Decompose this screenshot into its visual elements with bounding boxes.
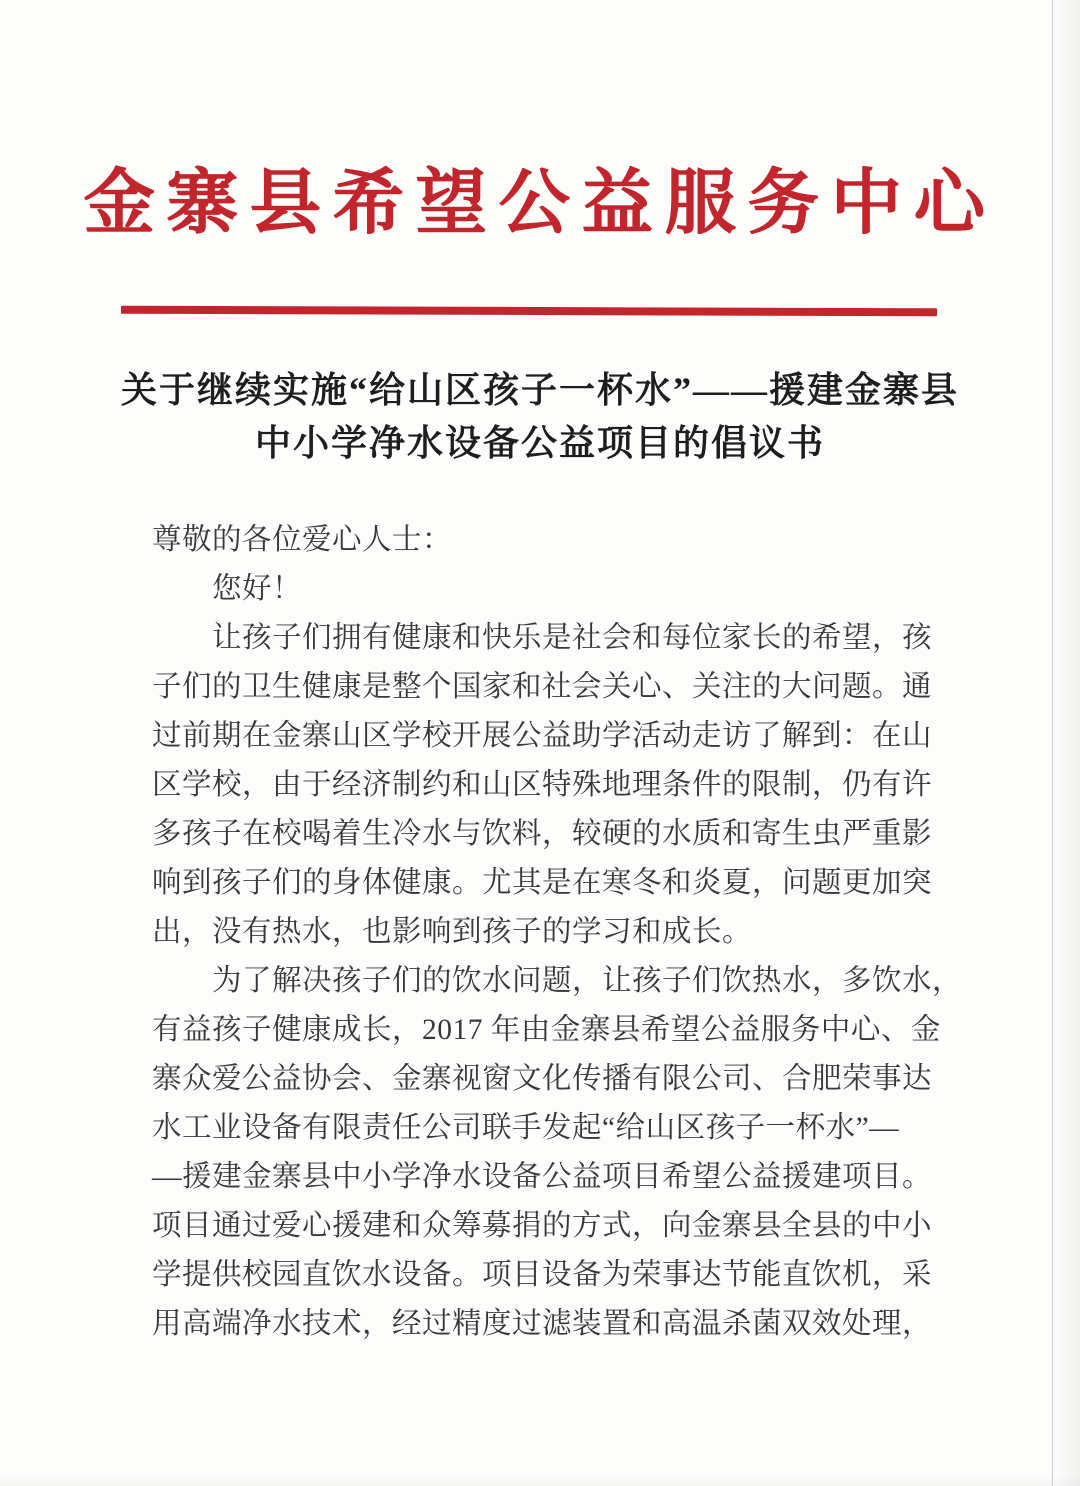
document-title-line1: 关于继续实施“给山区孩子一杯水”——援建金寨县 xyxy=(120,370,959,410)
body-text-line: 出，没有热水，也影响到孩子的学习和成长。 xyxy=(152,916,753,948)
body-text-line: 多孩子在校喝着生冷水与饮料，较硬的水质和寄生虫严重影 xyxy=(152,818,933,850)
body-text-line: 水工业设备有限责任公司联手发起“给山区孩子一杯水”— xyxy=(152,1112,900,1144)
body-text-line: 为了解决孩子们的饮水问题，让孩子们饮热水，多饮水， xyxy=(152,965,963,997)
letterhead-divider-rule xyxy=(121,306,937,317)
body-text-line: —援建金寨县中小学净水设备公益项目希望公益援建项目。 xyxy=(152,1161,933,1193)
document-title xyxy=(0,364,1080,470)
document-body xyxy=(152,516,963,1349)
body-text-line: 让孩子们拥有健康和快乐是社会和每位家长的希望，孩 xyxy=(152,622,933,654)
body-text-line: 您好！ xyxy=(152,573,303,605)
body-text-line: 用高端净水技术，经过精度过滤装置和高温杀菌双效处理， xyxy=(152,1308,933,1340)
body-text-line: 有益孩子健康成长，2017 年由金寨县希望公益服务中心、金 xyxy=(152,1014,941,1046)
body-text-line: 项目通过爱心援建和众筹募捐的方式，向金寨县全县的中小 xyxy=(152,1210,933,1242)
body-text-line: 寨众爱公益协会、金寨视窗文化传播有限公司、合肥荣事达 xyxy=(152,1063,933,1095)
body-text-line: 学提供校园直饮水设备。项目设备为荣事达节能直饮机，采 xyxy=(152,1259,933,1291)
body-text-line: 响到孩子们的身体健康。尤其是在寒冬和炎夏，问题更加突 xyxy=(152,867,933,899)
scan-page-bottom-edge xyxy=(0,1476,1080,1486)
body-text-line: 区学校，由于经济制约和山区特殊地理条件的限制，仍有许 xyxy=(152,769,933,801)
document-title-line2: 中小学净水设备公益项目的倡议书 xyxy=(254,423,825,463)
scan-page-right-edge xyxy=(1052,0,1080,1486)
body-text-line: 尊敬的各位爱心人士： xyxy=(152,524,453,556)
body-text-line: 过前期在金寨山区学校开展公益助学活动走访了解到：在山 xyxy=(152,720,933,752)
letterhead-title: 金寨县希望公益服务中心 xyxy=(83,165,997,243)
body-text-line: 子们的卫生健康是整个国家和社会关心、关注的大问题。通 xyxy=(152,671,933,703)
